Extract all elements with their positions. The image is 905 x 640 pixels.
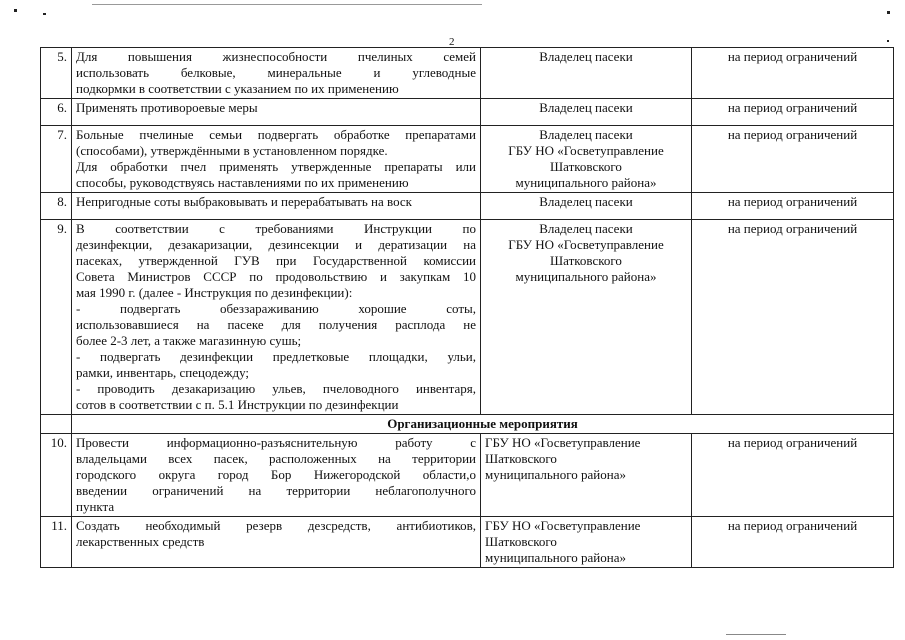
scan-mark (43, 13, 46, 15)
row-number: 7. (41, 126, 72, 193)
section-num-cell (41, 415, 72, 434)
action-cell (72, 193, 481, 220)
action-line: подкормки в соответствии с указанием по их применению (76, 81, 399, 96)
action-line: лекарственных средств (76, 534, 205, 549)
action-line: способы, руководствуясь наставлениями по их применению (76, 175, 409, 190)
table-row (41, 220, 894, 415)
action-line: (способами), утверждёнными в установленном порядке. (76, 143, 388, 158)
measures-table (40, 47, 894, 568)
action-line: Создать необходимый резерв дезсредств, антибиотиков, (76, 518, 476, 533)
section-title: Организационные мероприятия (72, 415, 894, 434)
table-row (41, 48, 894, 99)
responsible-line: Шатковского (550, 253, 622, 268)
responsible-cell (481, 517, 692, 568)
action-line: пасеках, утвержденной ГУВ при Государственной комиссии (76, 253, 476, 268)
responsible-line: ГБУ НО «Госветуправление (485, 435, 641, 450)
action-cell (72, 48, 481, 99)
responsible-line: Шатковского (550, 159, 622, 174)
action-line: - проводить дезакаризацию ульев, пчеловодного инвентаря, (76, 381, 476, 396)
action-line: В соответствии с требованиями Инструкции по (76, 221, 476, 236)
action-line: использовавшиеся на пасеке для получения расплода не (76, 317, 476, 332)
action-line: Провести информационно-разъяснительную работу с (76, 435, 476, 450)
table-row (41, 193, 894, 220)
term-cell: на период ограничений (692, 126, 894, 193)
responsible-line: ГБУ НО «Госветуправление (508, 143, 664, 158)
action-line: пункта (76, 499, 115, 514)
row-number: 9. (41, 220, 72, 415)
row-number: 8. (41, 193, 72, 220)
responsible-line: ГБУ НО «Госветуправление (485, 518, 641, 533)
action-cell (72, 126, 481, 193)
responsible-line: Шатковского (485, 451, 557, 466)
row-number: 10. (41, 434, 72, 517)
action-cell (72, 220, 481, 415)
page-number: 2 (449, 36, 455, 48)
action-line: рамки, инвентарь, спецодежду; (76, 365, 250, 380)
term-cell: на период ограничений (692, 517, 894, 568)
action-line: Совета Министров СССР по продовольствию и закупкам 10 (76, 269, 476, 284)
table-row (41, 434, 894, 517)
scan-mark (887, 40, 889, 42)
table-row (41, 517, 894, 568)
action-line: городского округа город Бор Нижегородской области,о (76, 467, 476, 482)
table-row (41, 99, 894, 126)
responsible-cell (481, 48, 692, 99)
row-number: 11. (41, 517, 72, 568)
responsible-cell (481, 99, 692, 126)
responsible-line: Владелец пасеки (539, 100, 633, 115)
responsible-line: Владелец пасеки (539, 221, 633, 236)
responsible-line: Владелец пасеки (539, 49, 633, 64)
scan-mark (887, 11, 890, 14)
term-cell: на период ограничений (692, 193, 894, 220)
action-line: - подвергать обеззараживанию хорошие соты, (76, 301, 476, 316)
action-line: сотов в соответствии с п. 5.1 Инструкции по дезинфекции (76, 397, 399, 412)
responsible-line: Владелец пасеки (539, 127, 633, 142)
term-cell: на период ограничений (692, 434, 894, 517)
action-line: мая 1990 г. (далее - Инструкция по дезинфекции): (76, 285, 353, 300)
action-line: Непригодные соты выбраковывать и перерабатывать на воск (76, 194, 412, 209)
responsible-line: муниципального района» (515, 269, 657, 284)
scan-mark (14, 9, 17, 12)
action-cell (72, 434, 481, 517)
action-line: Для обработки пчел применять утвержденные препараты или (76, 159, 476, 174)
responsible-line: муниципального района» (485, 550, 626, 565)
term-cell: на период ограничений (692, 220, 894, 415)
scan-mark (92, 4, 482, 5)
responsible-cell (481, 434, 692, 517)
action-line: Для повышения жизнеспособности пчелиных семей (76, 49, 476, 64)
action-line: - подвергать дезинфекции предлетковые площадки, ульи, (76, 349, 476, 364)
action-line: дезинфекции, дезакаризации, дезинсекции и дератизации на (76, 237, 476, 252)
responsible-line: муниципального района» (485, 467, 626, 482)
responsible-cell (481, 193, 692, 220)
responsible-line: Владелец пасеки (539, 194, 633, 209)
table-row (41, 126, 894, 193)
row-number: 6. (41, 99, 72, 126)
term-cell: на период ограничений (692, 48, 894, 99)
action-cell (72, 99, 481, 126)
responsible-cell (481, 126, 692, 193)
action-line: более 2-3 лет, а также магазинную сушь; (76, 333, 302, 348)
responsible-line: Шатковского (485, 534, 557, 549)
action-line: использовать белковые, минеральные и углеводные (76, 65, 476, 80)
scan-mark (726, 634, 786, 635)
action-line: Больные пчелиные семьи подвергать обработке препаратами (76, 127, 476, 142)
responsible-line: ГБУ НО «Госветуправление (508, 237, 664, 252)
responsible-line: муниципального района» (515, 175, 657, 190)
section-row (41, 415, 894, 434)
action-line: Применять противороевые меры (76, 100, 258, 115)
term-cell: на период ограничений (692, 99, 894, 126)
responsible-cell (481, 220, 692, 415)
action-line: введении ограничений на территории неблагополучного (76, 483, 476, 498)
action-line: владельцами всех пасек, расположенных на территории (76, 451, 476, 466)
row-number: 5. (41, 48, 72, 99)
action-cell (72, 517, 481, 568)
